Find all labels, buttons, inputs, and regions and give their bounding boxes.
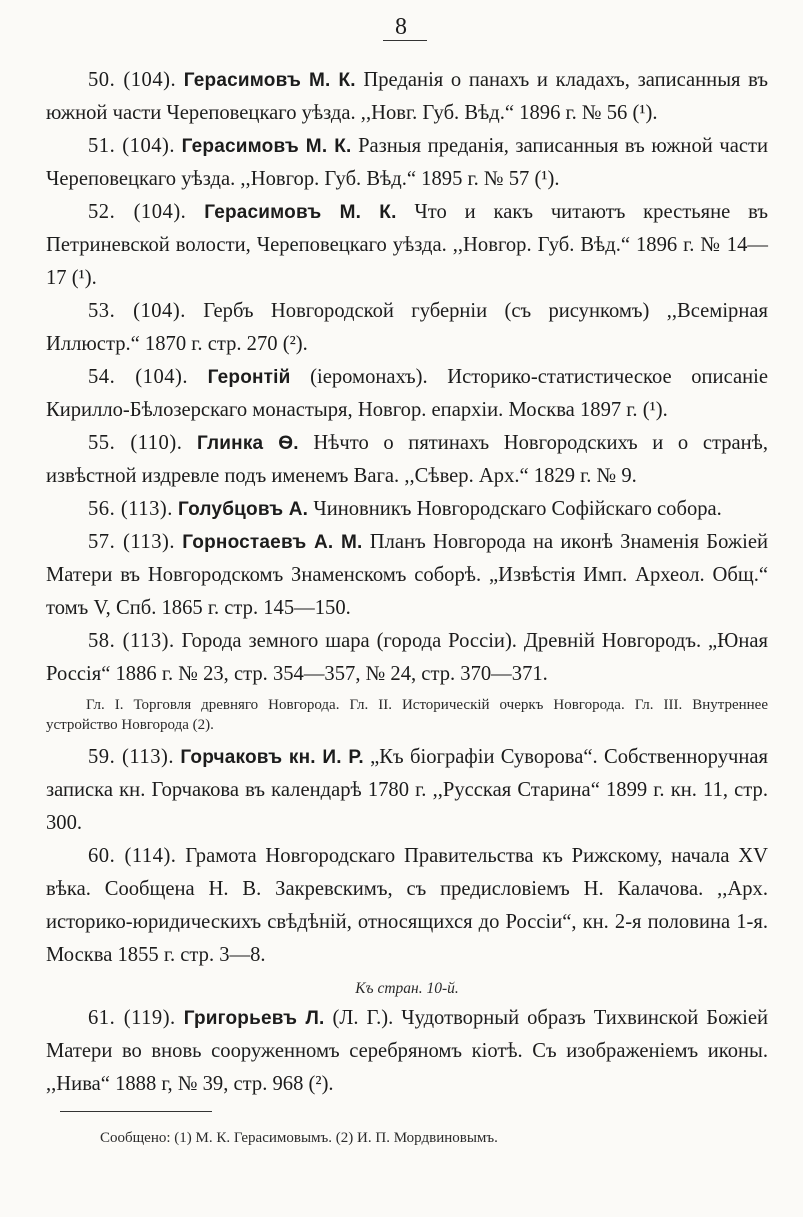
entry-text: Города земного шара (города Россіи). Древній Новгородъ. „Юная Россія“ 1886 г. № 23, стр. 354—357, № 24, стр. 370—371.	[46, 630, 768, 685]
bibliography-entry	[46, 295, 768, 361]
entry-number: 57. (113).	[88, 531, 175, 553]
entry-author: Горчаковъ кн. И. Р.	[180, 747, 364, 768]
bibliography-entry	[46, 427, 768, 493]
bibliography-entry	[46, 625, 768, 691]
bibliography-entry	[46, 840, 768, 972]
entry-number: 52. (104).	[88, 201, 187, 223]
entry-author: Геронтій	[207, 367, 291, 388]
page-number: 8	[395, 14, 408, 40]
bibliography-entry	[46, 361, 768, 427]
entry-number: 54. (104).	[88, 366, 189, 388]
bibliography-entry	[46, 64, 768, 130]
entry-author: Горностаевъ А. М.	[182, 532, 363, 553]
entry-text: Преданія о панахъ и кладахъ, записанныя въ южной части Череповецкаго уѣзда. ,,Новг. Губ. Вѣд.“ 1896 г. № 56 (¹).	[46, 69, 768, 124]
entry-author: Глинка Ѳ.	[196, 433, 299, 454]
entry-number: 51. (104).	[88, 135, 176, 157]
entry-number: 59. (113).	[88, 746, 175, 768]
entry-text: Разныя преданія, записанныя въ южной части Череповецкаго уѣзда. ,,Новгор. Губ. Вѣд.“ 1895 г. № 57 (¹).	[46, 135, 768, 190]
entry-text: Грамота Новгородскаго Правительства къ Рижскому, начала XV вѣка. Сообщена Н. В. Закревскимъ, съ предисловіемъ Н. Калачова. ,,Арх. историко-юридическихъ свѣдѣній, относящихся до Россіи“, кн. 2-я половина 1-я. Москва 1855 г. стр. 3—8.	[46, 845, 769, 966]
entry-number: 56. (113).	[88, 498, 173, 520]
entry-number: 60. (114).	[88, 845, 177, 867]
entry-text: Чиновникъ Новгородскаго Софійскаго собора.	[313, 498, 722, 520]
entry-text: (Л. Г.). Чудотворный образъ Тихвинской Божіей Матери во вновь сооруженномъ серебряномъ кіотѣ. Съ изображеніемъ иконы. ,,Нива“ 1888 г, № 39, стр. 968 (²).	[46, 1007, 768, 1095]
entry-number: 50. (104).	[88, 69, 177, 91]
bibliography-entry	[46, 130, 768, 196]
entry-note: Гл. I. Торговля древняго Новгорода. Гл. II. Историческій очеркъ Новгорода. Гл. III. Внутреннее устройство Новгорода (2).	[46, 697, 768, 733]
bibliography-entry	[46, 741, 768, 840]
bibliography-list	[46, 64, 768, 1101]
entry-number: 58. (113).	[88, 630, 175, 652]
bibliography-entry	[46, 493, 768, 526]
entry-author: Григорьевъ Л.	[183, 1008, 325, 1029]
entry-text: „Къ біографіи Суворова“. Собственноручная записка кн. Горчакова въ календарѣ 1780 г. ,,Русская Старина“ 1899 г. кн. 11, стр. 300.	[46, 746, 768, 834]
entry-author: Голубцовъ А.	[178, 499, 309, 520]
cross-reference: Къ стран. 10-й.	[355, 980, 459, 997]
entry-number: 55. (110).	[88, 432, 183, 454]
bibliography-entry	[46, 1002, 768, 1101]
bibliography-entry	[46, 196, 768, 295]
entry-text: (іеромонахъ). Историко-статистическое описаніе Кирилло-Бѣлозерскаго монастыря, Новгор. епархіи. Москва 1897 г. (¹).	[46, 366, 768, 421]
bibliography-entry	[46, 526, 768, 625]
entry-author: Герасимовъ М. К.	[181, 136, 352, 157]
entry-number: 53. (104).	[88, 300, 186, 322]
entry-author: Герасимовъ М. К.	[183, 70, 356, 91]
entry-text: Что и какъ читаютъ крестьяне въ Петриневской волости, Череповецкаго уѣзда. ,,Новгор. Губ. Вѣд.“ 1896 г. № 14—17 (¹).	[46, 201, 768, 289]
entry-author: Герасимовъ М. К.	[204, 202, 397, 223]
header-rule	[383, 40, 427, 41]
entry-text: Гербъ Новгородской губерніи (съ рисункомъ) ,,Всемірная Иллюстр.“ 1870 г. стр. 270 (²).	[46, 300, 768, 355]
entry-number: 61. (119).	[88, 1007, 176, 1029]
entry-text: Планъ Новгорода на иконѣ Знаменія Божіей Матери въ Новгородскомъ Знаменскомъ соборѣ. „Извѣстія Имп. Археол. Общ.“ томъ V, Спб. 1865 г. стр. 145—150.	[46, 531, 768, 619]
entry-text: Нѣчто о пятинахъ Новгородскихъ и о странѣ, извѣстной издревле подъ именемъ Вага. ,,Сѣвер. Арх.“ 1829 г. № 9.	[46, 432, 769, 487]
footnote: Сообщено: (1) М. К. Герасимовымъ. (2) И. П. Мордвиновымъ.	[100, 1130, 498, 1146]
footnote-rule	[60, 1111, 212, 1112]
